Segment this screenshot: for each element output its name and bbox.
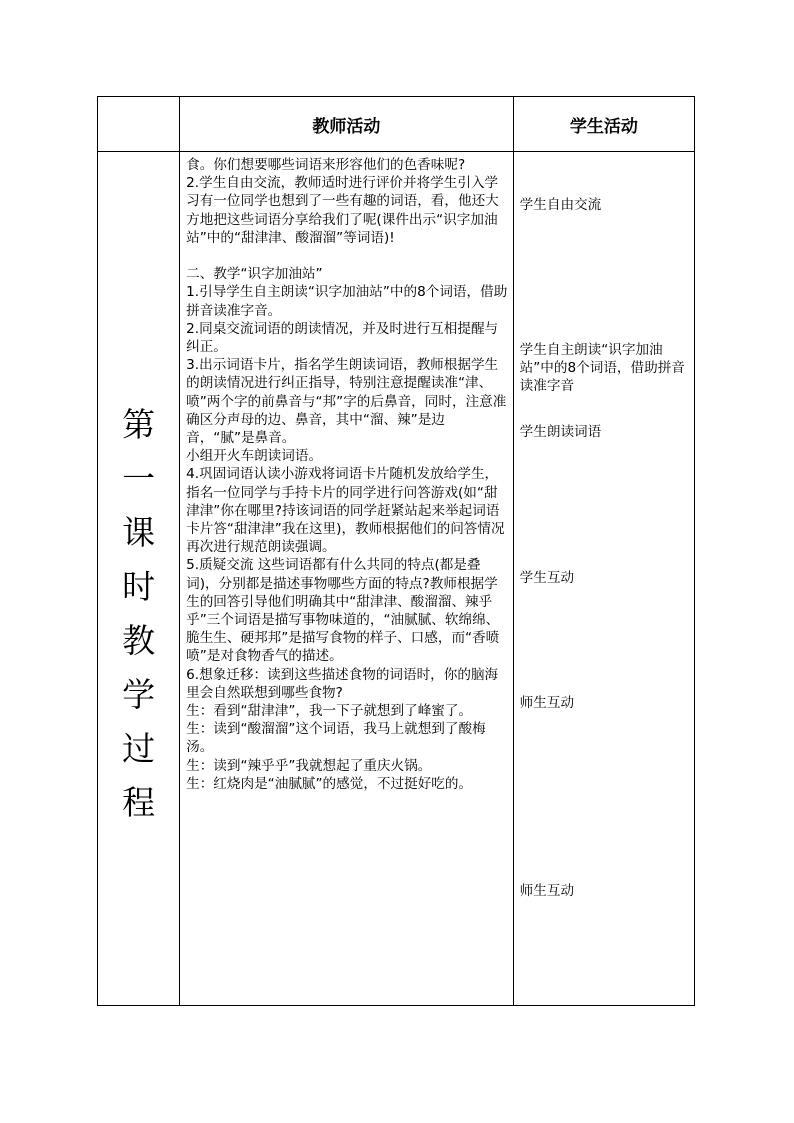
stage-char: 学 — [122, 674, 156, 714]
student-activity-header: 学生活动 — [513, 97, 694, 152]
stage-char: 一 — [122, 458, 156, 498]
teacher-paragraph: 5.质疑交流 这些词语都有什么共同的特点(都是叠词)，分别都是描述事物哪些方面的特点?教师根据学生的回答引导他们明确其中“甜津津、酸溜溜、辣乎乎”三个词语是描写事物味道的，“油腻腻、软绵绵、脆生生、硬邦邦”是描写食物的样子、口感，而“香喷喷”是对食物香气的描述。 — [186, 557, 500, 665]
table-body-row — [98, 152, 695, 1006]
teacher-paragraph: 2.学生自由交流，教师适时进行评价并将学生引入学习有一位同学也想到了一些有趣的词语，看，他还大方地把这些词语分享给我们了呢(课件出示“识字加油站”中的“甜津津、酸溜溜”等词语)! — [186, 175, 499, 246]
teacher-activity-header: 教师活动 — [180, 97, 514, 152]
stage-char: 第 — [122, 404, 156, 444]
table-header-row — [98, 97, 695, 152]
student-response: 生：读到“酸溜溜”这个词语，我马上就想到了酸梅汤。 — [186, 721, 486, 756]
stage-char: 程 — [122, 782, 156, 822]
lesson-plan-table — [97, 96, 695, 1006]
student-activity-cell — [513, 152, 694, 1006]
teacher-paragraph: 3.出示词语卡片，指名学生朗读词语，教师根据学生的朗读情况进行纠正指导，特别注意提醒读准“津、喷”两个字的前鼻音与“邦”字的后鼻音，同时，注意准确区分声母的边、鼻音，其中“溜、辣”是边音，“腻”是鼻音。 — [186, 357, 507, 447]
teacher-section-heading: 二、教学“识字加油站” — [186, 266, 323, 283]
student-response: 生：红烧肉是“油腻腻”的感觉，不过挺好吃的。 — [186, 775, 473, 792]
teacher-paragraph: 1.引导学生自主朗读“识字加油站”中的8个词语，借助拼音读准字音。 — [186, 284, 508, 319]
teacher-activity-cell — [180, 152, 514, 1006]
blank-line — [186, 247, 510, 265]
student-response: 生：看到“甜津津”，我一下子就想到了峰蜜了。 — [186, 703, 473, 720]
teacher-paragraph: 2.同桌交流词语的朗读情况，并及时进行互相提醒与纠正。 — [186, 320, 499, 356]
student-note: 学生自主朗读“识字加油站”中的8个词语，借助拼音读准字音 — [519, 342, 685, 395]
stage-cell — [98, 152, 180, 1006]
student-response: 生：读到“辣乎乎”我就想起了重庆火锅。 — [186, 757, 432, 774]
stage-char: 时 — [122, 566, 156, 606]
teacher-paragraph: 6.想象迁移：读到这些描述食物的词语时，你的脑海里会自然联想到哪些食物? — [186, 666, 499, 701]
stage-char: 过 — [122, 728, 156, 768]
teacher-paragraph: 4.巩固词语认读小游戏将词语卡片随机发放给学生，指名一位同学与手持卡片的同学进行问答游戏(如“甜津津”你在哪里?持该词语的同学赶紧站起来举起词语卡片答“甜津津”我在这里)，教师根据他们的问答情况再次进行规范朗读强调。 — [186, 466, 505, 556]
student-note: 师生互动 — [519, 883, 575, 899]
student-note: 学生互动 — [519, 570, 575, 586]
teacher-paragraph: 小组开火车朗读词语。 — [186, 448, 323, 465]
teacher-paragraph: 食。你们想要哪些词语来形容他们的色香味呢? — [186, 157, 466, 173]
stage-header-cell — [98, 97, 180, 152]
student-note: 学生朗读词语 — [519, 424, 602, 440]
stage-char: 教 — [122, 620, 156, 660]
student-note: 师生互动 — [519, 695, 575, 711]
stage-char: 课 — [122, 512, 156, 552]
stage-title — [98, 398, 179, 830]
student-note: 学生自由交流 — [519, 197, 602, 213]
